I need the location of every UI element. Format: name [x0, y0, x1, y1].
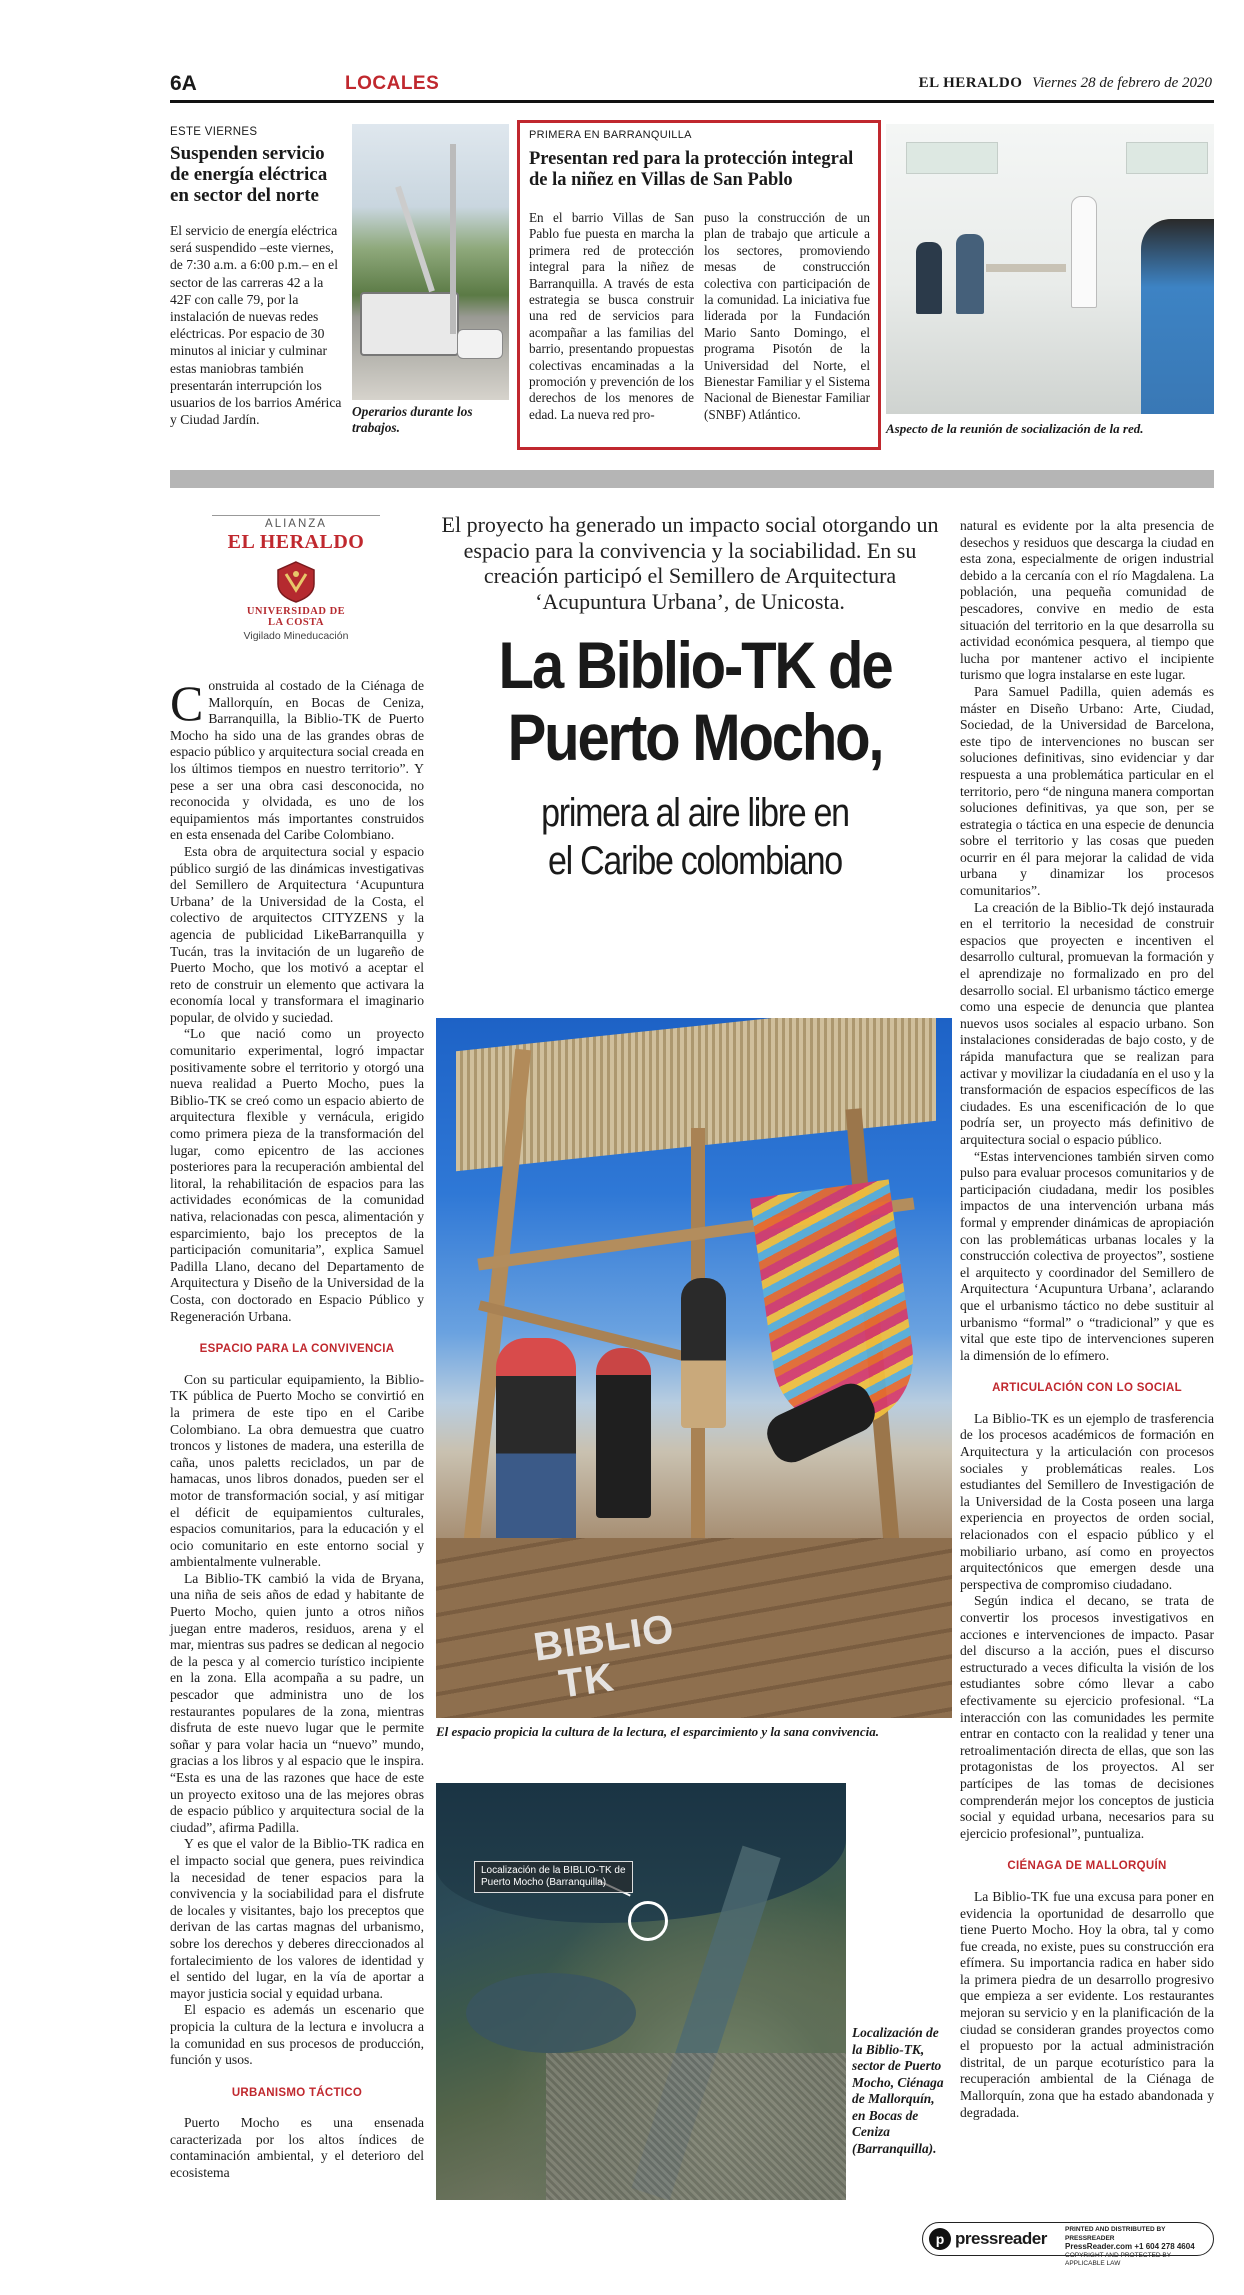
brief-center-col2: puso la construcción de un plan de trabajo que articule a los sectores, promoviendo mesas de construcción colectiva con participación de la comunidad. La iniciativa fue liderada por la Fundación Mario Santo Domingo, el programa Pisotón de la Universidad del Norte, el Bienestar Familiar y el Sistema Nacional de Bienestar Familiar (SNBF) Atlántico. — [704, 210, 870, 422]
window-shape-2 — [1126, 142, 1208, 174]
map-location-circle — [628, 1901, 668, 1941]
col3-paragraph-6: Según indica el decano, se trata de convertir los procesos investigativos en acciones e intervenciones de impacto. Pasar del discurso a la acción, pues el discurso estructurado a veces dificulta la visión de los estudiantes sobre cómo llevar a cabo efectivamente su ejercicio profesional. “La interacción con las comunidades les permite entrar en contacto con la realidad y tener una retroalimentación directa de ellas, que son las protagonistas de los proyectos. Al ser partícipes de las tomas de decisiones comprenderán mejor los conceptos de justicia social y equidad urbana, necesarios para su ejercicio profesional”, puntualiza. — [960, 1593, 1214, 1841]
speaker-shape — [1071, 196, 1097, 308]
alliance-rule — [212, 515, 380, 516]
brief-center-col1: En el barrio Villas de San Pablo fue puesta en marcha la primera red de protección integral para la niñez de Barranquilla. A través de esta estrategia se busca construir una red de servicios para acompañar a las familias del barrio, presentando propuestas colectivas encaminadas a la promoción y prevención de los derechos de los menores de edad. La nueva red pro- — [529, 210, 694, 422]
university-shield-icon — [274, 560, 318, 604]
pressreader-line3: COPYRIGHT AND PROTECTED BY APPLICABLE LAW — [1065, 2251, 1171, 2267]
brief-center-headline: Presentan red para la protección integral de la niñez en Villas de San Pablo — [529, 149, 854, 190]
brief-left-headline: Suspenden servicio de energía eléctrica en sector del norte — [170, 143, 328, 206]
location-map — [436, 1783, 846, 2200]
window-shape — [906, 142, 998, 174]
subhead-cienaga: CIÉNAGA DE MALLORQUÍN — [1007, 1860, 1167, 1873]
article-col1 — [170, 675, 424, 2182]
brief-center-kicker: PRIMERA EN BARRANQUILLA — [529, 129, 692, 141]
person-center — [596, 1348, 651, 1518]
dropcap: C — [170, 675, 204, 731]
map-label-line1: Localización de la BIBLIO-TK de — [481, 1865, 626, 1876]
page-number: 6A — [170, 72, 197, 95]
alliance-label: ALIANZA — [265, 518, 327, 530]
map-label-box — [474, 1861, 633, 1893]
pressreader-line1: PRINTED AND DISTRIBUTED BY PRESSREADER — [1065, 2226, 1166, 2242]
col1-paragraph-2: Esta obra de arquitectura social y espacio público surgió de las dinámicas investigativas del Semillero de Arquitectura ‘Acupuntura Urbana’ de la Universidad de la Costa, el colectivo de arquitectos CITYZENS y la agencia de publicidad LikeBarranquilla y Tucán, tras la invitación de un lugareño de Puerto Mocho, que los motivó a aceptar el reto de construir un elemento que activara la economía local y transformara el imaginario popular, de olvido y suciedad. — [170, 843, 424, 1025]
brief-left-kicker: ESTE VIERNES — [170, 126, 258, 138]
person-left — [496, 1338, 576, 1548]
col1-paragraph-3: “Lo que nació como un proyecto comunitario experimental, logró impactar positivamente sobre el territorio y otorgó una nueva realidad a Puerto Mocho, pues la Biblio-TK se creó como un espacio abierto de arquitectura flexible y vernácula, erigido como primera pieza de la transformación del lugar, como epicentro de las acciones posteriores para la recuperación ambiental del litoral, la rehabilitación de espacios para las actividades económicas de la comunidad nativa, relacionadas con pesca, alimentación y esparcimiento, bajo los preceptos de la participación comunitaria”, explica Samuel Padilla Llano, decano del Departamento de Arquitectura y Diseño de la Universidad de la Costa, con doctorado en Espacio Público y Regeneración Urbana. — [170, 1026, 424, 1324]
col3-paragraph-3: La creación de la Biblio-Tk dejó instaurada en el territorio la necesidad de construir espacios que proyecten e incentiven el desarrollo cultural, promuevan la formación y el aprendizaje no formalizado en pro del desarrollo social. El urbanismo táctico emerge como una especie de denuncia que plantea nuevos usos sociales al espacio urbano. Son instalaciones consideradas de bajo costo, y de rápida manufactura que se realizan para activar y movilizar la ciudadanía en el uso y la transformación de espacios específicos de las ciudades. Es una escenificación de lo que podría ser, un proyecto más definitivo de arquitectura social o espacio público. — [960, 899, 1214, 1147]
meeting-photo — [886, 124, 1214, 414]
subhead-urbanismo: URBANISMO TÁCTICO — [231, 2086, 363, 2099]
col3-paragraph-2: Para Samuel Padilla, quien además es máster en Diseño Urbano: Arte, Ciudad, Sociedad, de la Universidad de Barcelona, este tipo de intervenciones no buscan ser soluciones definitivas, sino evidenciar y dar respuesta a una problemática particular en el territorio, pero “de ninguna manera comportan soluciones definitivas, ya que son, per se estrategia o táctica en una especie de denuncia sobre el territorio y las cosas que pueden ocurrir en él para mejorar la calidad de vida urbana y dinamizar los procesos comunitarios”. — [960, 683, 1214, 899]
main-photo-caption: El espacio propicia la cultura de la lectura, el esparcimiento y la sana convivencia. — [436, 1724, 880, 1739]
chalk-text-line1: BIBLIO — [530, 1606, 678, 1670]
map-caption: Localización de la Biblio-TK, sector de Puerto Mocho, Ciénaga de Mallorquín, en Bocas de Ceniza (Barranquilla). — [852, 2025, 944, 2156]
map-urban-area — [546, 2053, 846, 2200]
section-label: LOCALES — [345, 73, 440, 94]
person-shape-2 — [956, 234, 984, 314]
col1-intro: onstruida al costado de la Ciénaga de Mallorquín, en Bocas de Ceniza, Barranquilla, la Biblio-TK de Puerto Mocho ha sido una de las grandes obras de espacio público y arquitectura social creada en los últimos tiempos en nuestro territorio”. Y pese a ser una obra casi desconocida, no reconocida y olvidada, es uno de los equipamientos más importantes construidos en esta ensenada del Caribe Colombiano. — [170, 678, 424, 843]
pressreader-logo-icon: p — [929, 2228, 951, 2250]
col3-paragraph-1: natural es evidente por la alta presencia de desechos y residuos que descarga la ciudad en esta zona, especialmente de origen industrial debido a la cercanía con el río Magdalena. La población, una pequeña comunidad de pescadores, convive en medio de esta situación del territorio en la que desarrolla su actividad económica pesquera, al tiempo que lucha por mantener activo el incipiente turismo que logra instalarse en este lugar. — [960, 518, 1214, 683]
foreground-person-shape — [1141, 219, 1214, 414]
main-headline-line2: Puerto Mocho, — [507, 700, 883, 774]
header-rule — [170, 100, 1214, 103]
pressreader-brand: pressreader — [955, 2229, 1047, 2248]
col1-paragraph-5: La Biblio-TK cambió la vida de Bryana, una niña de seis años de edad y habitante de Puerto Mocho, quien junto a otros niños juegan entre maderos, residuos, arena y el mar, mientras sus padres se dedican al negocio de la pesca y al comercio turístico incipiente en la zona. Ella acompaña a su padre, un pescador que administra uno de los restaurantes populares de la zona, mientras disfruta de este nuevo lugar que le permite soñar y para volar hacia un “nuevo” mundo, gracias a los libros y al espacio que le inspira. “Esta es una de las razones que hace de este un proyecto exitoso una de las mejores obras de espacio público y arquitectura social de la ciudad”, afirma Padilla. — [170, 1570, 424, 1835]
main-subhead-line2: el Caribe colombiano — [548, 839, 842, 883]
chalk-text-line2: TK — [556, 1655, 618, 1707]
main-photo — [436, 1018, 952, 1718]
col3-paragraph-5: La Biblio-TK es un ejemplo de trasferencia de los procesos académicos de formación en Arquitectura y la articulación con procesos sociales y problemáticas reales. Los estudiantes del Semillero de Investigación de la Universidad de la Costa poseen una larga experiencia en proyectos de orden social, relacionados con el espacio público y el mobiliario urbano, así como en proyectos arquitectónicos que emergen desde una perspectiva de compromiso ciudadano. — [960, 1410, 1214, 1592]
col1-paragraph-4: Con su particular equipamiento, la Biblio-TK pública de Puerto Mocho se convirtió en la primera de este tipo en el Caribe Colombiano. La obra demuestra que cuatro troncos y listones de madera, una esterilla de caña, unos paletts reciclados, un par de hamacas, unos libros donados, pueden ser el motor de transformación social, y así mitigar el déficit de equipamientos culturales, espacios comunitarios, para la educación y el ocio comunitario en este entorno social y ambientalmente vulnerable. — [170, 1371, 424, 1570]
truck-boom — [395, 186, 435, 292]
col1-paragraph-8: Puerto Mocho es una ensenada caracterizada por los altos índices de contaminación ambiental, y el deterioro del ecosistema — [170, 2115, 424, 2181]
person-standing — [681, 1278, 726, 1428]
person-shape — [916, 242, 942, 314]
section-separator — [170, 470, 1214, 488]
table-shape — [986, 264, 1066, 272]
pressreader-line2: PressReader.com +1 604 278 4604 — [1065, 2242, 1195, 2251]
truck-shape — [360, 292, 459, 356]
subhead-articulacion: ARTICULACIÓN CON LO SOCIAL — [992, 1382, 1182, 1395]
alliance-paper: EL HERALDO — [227, 531, 365, 553]
car-shape — [457, 329, 503, 359]
pressreader-info — [1065, 2226, 1210, 2269]
alliance-block — [212, 515, 380, 665]
brief-left-caption: Operarios durante los trabajos. — [352, 404, 473, 435]
col3-paragraph-7: La Biblio-TK fue una excusa para poner en evidencia la oportunidad de desarrollo que tiene Puerto Mocho. Hoy la obra, tal y como fue creada, no existe, pues su construcción era efímera. Su importancia radica en haber sido la primera piedra de un desarrollo progresivo que empieza a ser evidente. Los restaurantes mejoran su servicio y en la planificación de la ciudad se consideran grandes proyectos como el propuesto por la actual administración distrital, de un parque ecoturístico para la recuperación ambiental de la Ciénaga de Mallorquín, zona que ha estado abandonada y degradada. — [960, 1888, 1214, 2120]
date: Viernes 28 de febrero de 2020 — [1032, 75, 1212, 91]
wooden-deck — [436, 1538, 952, 1718]
col1-paragraph-6: Y es que el valor de la Biblio-TK radica en el impacto social que genera, pues reivindica la necesidad de tener espacios para la convivencia y la sociabilidad para el disfrute de locales y visitantes, bajo los preceptos que derivan de las cartas magnas del urbanismo, sobre los derechos y deberes direccionados al fortalecimiento de los valores de identidad y el sentido del lugar, en la vía de aportar a mayor justicia social y equidad urbana. — [170, 1836, 424, 2001]
map-lagoon-shape — [466, 1973, 636, 2053]
vigilado-label: Vigilado Mineducación — [243, 630, 349, 642]
meeting-photo-caption: Aspecto de la reunión de socialización de la red. — [886, 421, 1144, 436]
map-label-line2: Puerto Mocho (Barranquilla) — [481, 1877, 607, 1888]
brief-left-photo — [352, 124, 509, 400]
subhead-espacio: ESPACIO PARA LA CONVIVENCIA — [199, 1343, 395, 1356]
brief-left-body: El servicio de energía eléctrica será suspendido –este viernes, de 7:30 a.m. a 6:00 p.m.– en el sector de las carreras 42 a la 42F con calle 79, por la instalación de nuevas redes eléctricas. Por espacio de 30 minutos al iniciar y culminar estas maniobras también presentarán interrupción los usuarios de los barrios América y Ciudad Jardín. — [170, 223, 342, 428]
pole — [450, 144, 456, 334]
col1-paragraph-7: El espacio es además un escenario que propicia la cultura de la lectura e involucra a la comunidad en sus procesos de producción, función y usos. — [170, 2002, 424, 2068]
main-deck: El proyecto ha generado un impacto social otorgando un espacio para la convivencia y la sociabilidad. En su creación participó el Semillero de Arquitectura ‘Acupuntura Urbana’, de Unicosta. — [441, 512, 939, 614]
header-paper-date — [919, 75, 1212, 92]
main-subhead-line1: primera al aire libre en — [541, 791, 849, 835]
main-headline-line1: La Biblio-TK de — [498, 628, 892, 702]
article-col3 — [960, 518, 1214, 2121]
university-name: UNIVERSIDAD DE LA COSTA — [246, 606, 346, 628]
col3-paragraph-4: “Estas intervenciones también sirven como pulso para evaluar procesos comunitarios y de participación ciudadana, medir los posibles impactos de una intervención urbana más formal y emprender dinámicas de apropiación con las problemáticas urbanas locales y la construcción colectiva de proyectos”, sostiene el arquitecto y coordinador del Semillero de Arquitectura ‘Acupuntura Urbana’, aclarando que el urbanismo táctico no debe sustituir al urbanismo “formal” o “tradicional” y que es vital que este tipo de intervenciones superen la dimensión de lo efímero. — [960, 1148, 1214, 1363]
pressreader-badge — [922, 2222, 1214, 2267]
paper-name: EL HERALDO — [918, 75, 1023, 91]
